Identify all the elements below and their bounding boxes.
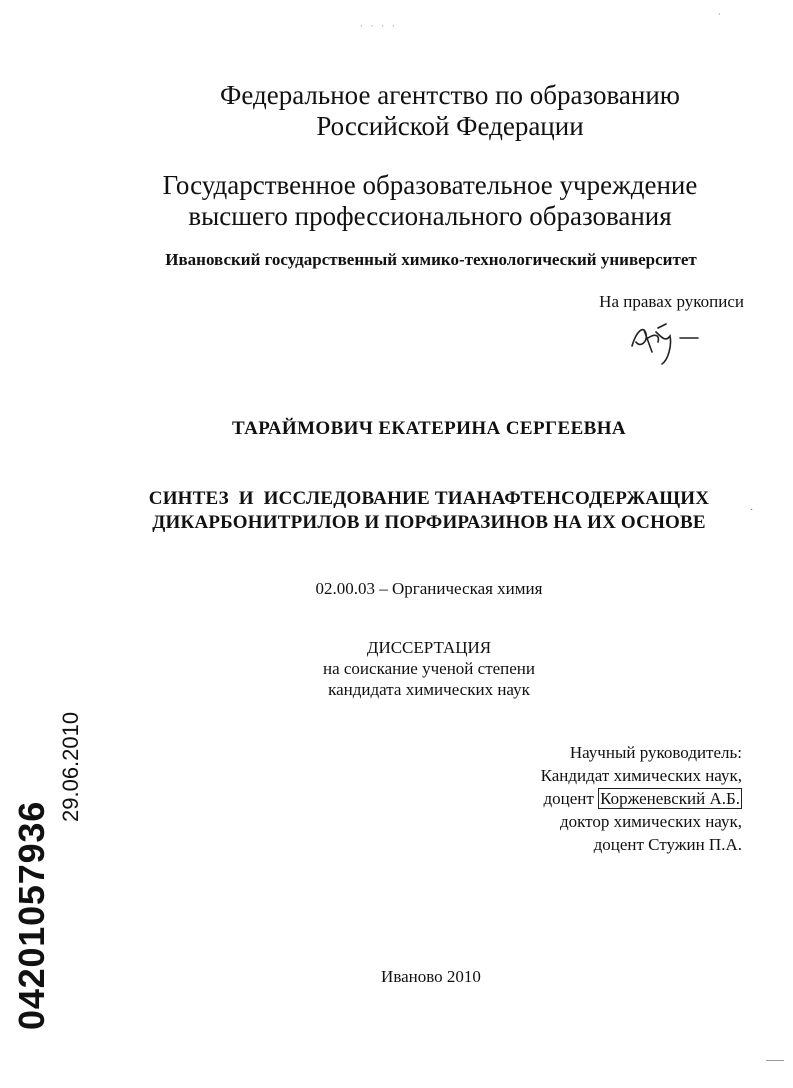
dissertation-type: ДИССЕРТАЦИЯ <box>366 638 492 657</box>
institution-line-1: Государственное образовательное учреждение <box>162 170 698 200</box>
dissertation-degree-line-1: на соискание ученой степени <box>322 659 536 678</box>
specialty-code: 02.00.03 – Органическая химия <box>315 579 543 598</box>
consultant-line-1: доктор химических наук, <box>559 812 742 831</box>
library-stamp-date: 29.06.2010 <box>58 711 83 822</box>
ministry-heading <box>190 80 710 142</box>
manuscript-rights-note: На правах рукописи <box>599 292 744 311</box>
author-name: ТАРАЙМОВИЧ ЕКАТЕРИНА СЕРГЕЕВНА <box>231 418 627 439</box>
institution-heading <box>130 170 730 232</box>
dissertation-block <box>0 637 793 700</box>
dissertation-degree-line-2: кандидата химических наук <box>328 680 530 699</box>
scan-speck: · <box>718 10 721 19</box>
supervisor-line-1: Кандидат химических наук, <box>540 766 742 785</box>
signature-mark <box>622 312 712 372</box>
title-line-1: СИНТЕЗ И ИССЛЕДОВАНИЕ ТИАНАФТЕНСОДЕРЖАЩИХ <box>148 488 710 509</box>
institution-line-2: высшего профессионального образования <box>188 201 672 231</box>
supervisor-name-boxed: Корженевский А.Б. <box>600 789 740 808</box>
consultant-line-2: доцент Стужин П.А. <box>593 835 742 854</box>
ministry-line-1: Федеральное агентство по образованию <box>220 80 680 110</box>
city-year: Иваново 2010 <box>381 967 481 986</box>
supervisor-heading: Научный руководитель: <box>569 743 742 762</box>
supervisor-line-2 <box>420 787 742 810</box>
dissertation-title <box>0 487 793 535</box>
title-line-2: ДИКАРБОНИТРИЛОВ И ПОРФИРАЗИНОВ НА ИХ ОСНОВЕ <box>152 512 706 533</box>
university-name: Ивановский государственный химико-технологический университет <box>165 250 697 269</box>
library-stamp-number: 04201057936 <box>11 800 52 1030</box>
supervisor-block <box>420 741 742 856</box>
scan-specks: · · · · <box>360 22 398 31</box>
scan-mark <box>766 1060 784 1061</box>
ministry-line-2: Российской Федерации <box>316 111 584 141</box>
supervisor-title: доцент <box>543 789 594 808</box>
scan-speck: · <box>750 505 754 516</box>
